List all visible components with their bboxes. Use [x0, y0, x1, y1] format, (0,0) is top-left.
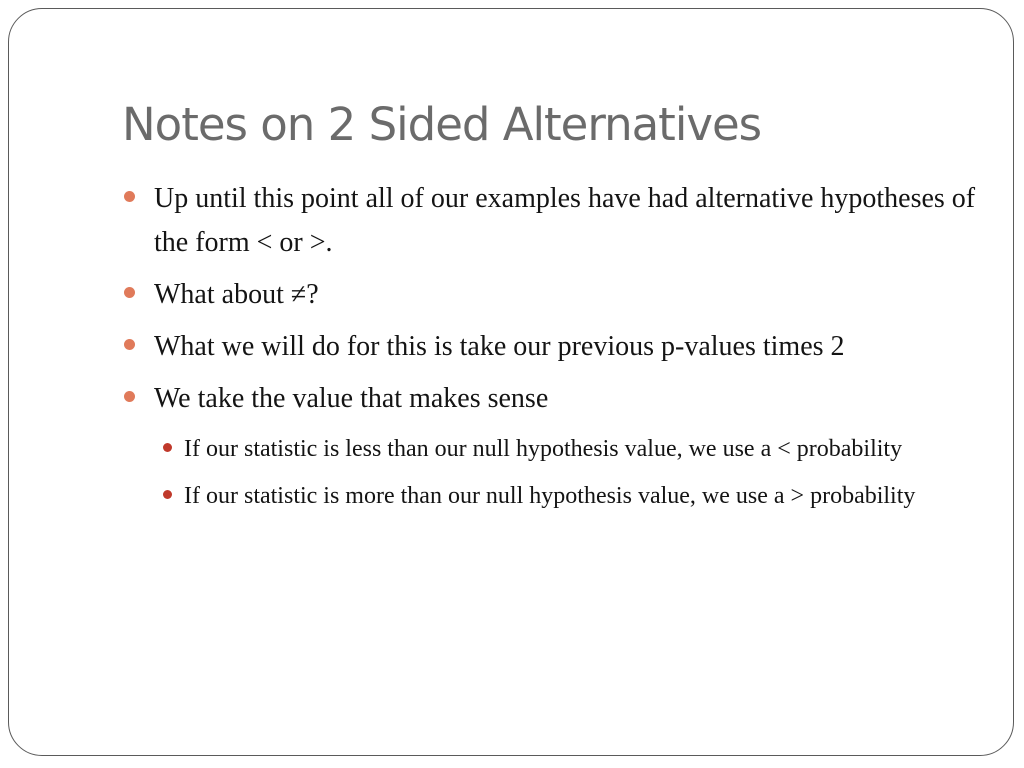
bullet-dot-icon [124, 191, 135, 202]
bullet-text: What we will do for this is take our previous p-values times 2 [154, 331, 845, 362]
bullet-dot-icon [124, 391, 135, 402]
bullet-item [121, 273, 991, 317]
sub-bullet-dot-icon [163, 490, 172, 499]
bullet-dot-icon [124, 287, 135, 298]
bullet-dot-icon [124, 339, 135, 350]
bullet-item [121, 377, 991, 421]
slide [8, 8, 1014, 756]
bullet-text: Up until this point all of our examples have had alternative hypotheses of the form < or >. [154, 183, 976, 258]
sub-bullet-item [121, 476, 991, 517]
sub-bullet-text: If our statistic is less than our null hypothesis value, we use a < probability [184, 436, 903, 462]
bullet-list [121, 177, 991, 523]
sub-bullet-text: If our statistic is more than our null hypothesis value, we use a > probability [184, 483, 916, 509]
bullet-text: What about ≠? [154, 279, 319, 310]
bullet-text: We take the value that makes sense [154, 383, 549, 414]
sub-bullet-item [121, 429, 991, 470]
slide-title: Notes on 2 Sided Alternatives [122, 98, 762, 151]
bullet-item [121, 325, 991, 369]
sub-bullet-dot-icon [163, 443, 172, 452]
bullet-item [121, 177, 991, 265]
